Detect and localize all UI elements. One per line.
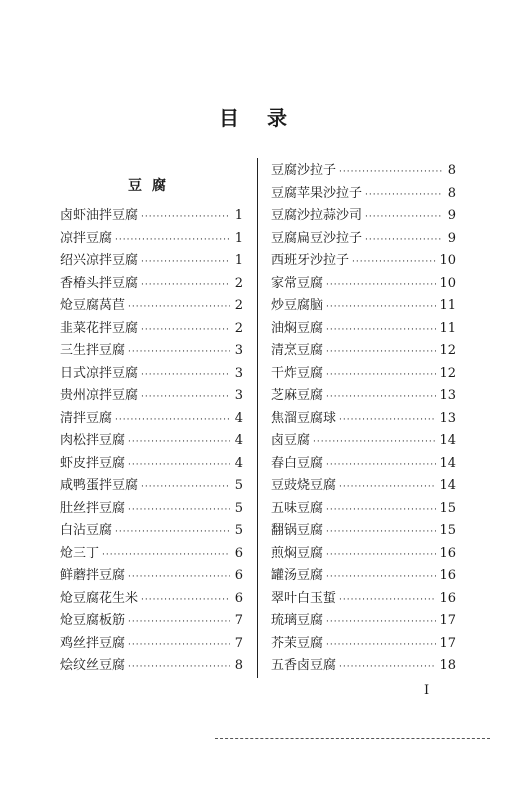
dot-leader — [365, 184, 443, 207]
toc-entry-page: 2 — [234, 275, 243, 291]
dot-leader — [326, 386, 436, 409]
toc-entry-title: 香椿头拌豆腐 — [60, 275, 139, 291]
toc-entry-title: 炒豆腐脑 — [271, 298, 324, 313]
toc-entry-title: 煎焖豆腐 — [271, 545, 324, 561]
toc-entry-page: 18 — [439, 658, 456, 673]
dot-leader — [141, 319, 230, 342]
dot-leader — [326, 499, 436, 522]
section-heading: 豆腐 — [128, 178, 176, 194]
toc-column-left — [60, 205, 243, 678]
toc-entry — [271, 520, 456, 543]
toc-entry-title: 三生拌豆腐 — [60, 343, 126, 358]
dot-leader — [326, 364, 436, 387]
toc-entry-page: 1 — [234, 208, 243, 223]
dot-leader — [115, 229, 230, 252]
dot-leader — [326, 611, 436, 634]
toc-entry-title: 翻锅豆腐 — [271, 523, 324, 538]
toc-entry-page: 5 — [234, 523, 243, 538]
toc-entry — [271, 655, 456, 678]
toc-entry-title: 焦溜豆腐球 — [271, 410, 337, 426]
toc-entry-page: 11 — [439, 298, 456, 313]
toc-entry-title: 豆腐沙拉蒜沙司 — [271, 208, 363, 223]
toc-entry-title: 春白豆腐 — [271, 455, 324, 471]
toc-entry-title: 琉璃豆腐 — [271, 613, 324, 628]
toc-entry-page: 14 — [439, 455, 456, 471]
toc-entry — [60, 273, 243, 296]
dot-leader — [128, 341, 230, 364]
toc-entry — [271, 543, 456, 566]
toc-entry-page: 5 — [234, 478, 243, 493]
toc-entry-page: 14 — [439, 433, 456, 448]
toc-entry-page: 4 — [234, 410, 243, 426]
toc-entry-page: 2 — [234, 298, 243, 313]
toc-entry — [271, 475, 456, 498]
dot-leader — [141, 274, 230, 297]
toc-entry-page: 6 — [234, 568, 243, 583]
dot-leader — [128, 656, 230, 679]
toc-entry-page: 13 — [439, 388, 456, 403]
column-divider — [257, 158, 258, 678]
toc-entry — [60, 475, 243, 498]
toc-entry-page: 15 — [439, 500, 456, 516]
dot-leader — [141, 386, 230, 409]
toc-entry-title: 干炸豆腐 — [271, 365, 324, 381]
page-number: I — [424, 683, 430, 698]
dot-leader — [326, 454, 436, 477]
toc-entry-title: 西班牙沙拉子 — [271, 253, 350, 268]
toc-entry-title: 炝豆腐花生米 — [60, 590, 139, 606]
toc-entry — [271, 273, 456, 296]
toc-entry — [271, 498, 456, 521]
toc-entry — [60, 588, 243, 611]
toc-entry — [271, 160, 456, 183]
dot-leader — [339, 589, 436, 612]
toc-entry-page: 6 — [234, 545, 243, 561]
toc-entry-title: 豆腐扁豆沙拉子 — [271, 230, 363, 246]
toc-entry — [271, 318, 456, 341]
toc-entry — [271, 340, 456, 363]
dot-leader — [313, 431, 436, 454]
toc-entry-page: 7 — [234, 613, 243, 628]
toc-entry-page: 3 — [234, 365, 243, 381]
dot-leader — [326, 341, 436, 364]
dot-leader — [102, 544, 230, 567]
toc-entry — [60, 565, 243, 588]
toc-entry-title: 炝三丁 — [60, 545, 100, 561]
toc-entry — [271, 250, 456, 273]
toc-entry-page: 17 — [439, 635, 456, 651]
toc-entry-title: 翠叶白玉蜇 — [271, 590, 337, 606]
dot-leader — [128, 296, 230, 319]
toc-entry-title: 家常豆腐 — [271, 275, 324, 291]
toc-entry-title: 日式凉拌豆腐 — [60, 365, 139, 381]
toc-entry-title: 咸鸭蛋拌豆腐 — [60, 478, 139, 493]
toc-entry — [60, 363, 243, 386]
toc-entry — [271, 633, 456, 656]
toc-entry — [60, 385, 243, 408]
toc-entry-title: 肉松拌豆腐 — [60, 433, 126, 448]
toc-entry-title: 炝豆腐莴苣 — [60, 298, 126, 313]
toc-entry-title: 豆腐沙拉子 — [271, 163, 337, 178]
toc-entry — [60, 453, 243, 476]
toc-entry-page: 9 — [447, 230, 456, 246]
toc-entry-title: 贵州凉拌豆腐 — [60, 388, 139, 403]
dot-leader — [339, 656, 436, 679]
toc-entry-page: 9 — [447, 208, 456, 223]
dot-leader — [141, 589, 230, 612]
toc-entry-title: 鸡丝拌豆腐 — [60, 635, 126, 651]
toc-entry-page: 6 — [234, 590, 243, 606]
toc-entry — [271, 408, 456, 431]
dot-leader — [128, 634, 230, 657]
dot-leader — [128, 431, 230, 454]
toc-entry — [60, 633, 243, 656]
toc-entry-title: 豆豉烧豆腐 — [271, 478, 337, 493]
toc-entry-title: 韭菜花拌豆腐 — [60, 320, 139, 336]
toc-entry-title: 清烹豆腐 — [271, 343, 324, 358]
toc-entry-page: 16 — [439, 568, 456, 583]
toc-entry — [60, 295, 243, 318]
dot-leader — [128, 566, 230, 589]
toc-entry — [60, 408, 243, 431]
toc-entry-page: 16 — [439, 545, 456, 561]
toc-entry-page: 3 — [234, 343, 243, 358]
toc-entry — [60, 610, 243, 633]
toc-entry-page: 1 — [234, 253, 243, 268]
dot-leader — [326, 319, 436, 342]
toc-column-right — [271, 160, 456, 678]
dot-leader — [326, 521, 436, 544]
toc-entry-title: 五香卤豆腐 — [271, 658, 337, 673]
toc-entry — [60, 543, 243, 566]
toc-entry-page: 8 — [234, 658, 243, 673]
toc-entry-title: 豆腐苹果沙拉子 — [271, 185, 363, 201]
bottom-rule — [215, 738, 490, 740]
toc-entry — [60, 430, 243, 453]
dot-leader — [339, 476, 436, 499]
toc-entry-page: 16 — [439, 590, 456, 606]
dot-leader — [141, 476, 230, 499]
toc-entry — [271, 588, 456, 611]
toc-entry-title: 五味豆腐 — [271, 500, 324, 516]
toc-entry-page: 12 — [439, 365, 456, 381]
toc-entry — [271, 385, 456, 408]
dot-leader — [128, 499, 230, 522]
toc-entry-page: 1 — [234, 230, 243, 246]
toc-entry-page: 10 — [439, 275, 456, 291]
toc-entry — [271, 453, 456, 476]
toc-entry-title: 烩纹丝豆腐 — [60, 658, 126, 673]
toc-entry-title: 卤豆腐 — [271, 433, 311, 448]
toc-entry — [60, 250, 243, 273]
dot-leader — [326, 544, 436, 567]
toc-entry — [271, 430, 456, 453]
toc-entry — [271, 363, 456, 386]
toc-entry — [60, 655, 243, 678]
dot-leader — [141, 364, 230, 387]
dot-leader — [141, 251, 230, 274]
toc-entry — [60, 340, 243, 363]
toc-entry — [271, 205, 456, 228]
toc-entry-page: 8 — [447, 163, 456, 178]
toc-entry-title: 凉拌豆腐 — [60, 230, 113, 246]
toc-entry-page: 4 — [234, 433, 243, 448]
toc-entry-title: 油焖豆腐 — [271, 320, 324, 336]
toc-entry-page: 7 — [234, 635, 243, 651]
dot-leader — [115, 521, 230, 544]
toc-entry-page: 13 — [439, 410, 456, 426]
toc-entry-page: 14 — [439, 478, 456, 493]
dot-leader — [339, 161, 443, 184]
dot-leader — [326, 296, 436, 319]
toc-entry — [60, 498, 243, 521]
toc-entry-title: 肚丝拌豆腐 — [60, 500, 126, 516]
dot-leader — [326, 566, 436, 589]
dot-leader — [141, 206, 230, 229]
dot-leader — [115, 409, 230, 432]
toc-entry — [60, 318, 243, 341]
toc-entry-page: 11 — [439, 320, 456, 336]
page-title: 目录 — [219, 106, 315, 130]
toc-entry-page: 12 — [439, 343, 456, 358]
toc-entry-page: 4 — [234, 455, 243, 471]
toc-entry — [60, 205, 243, 228]
toc-entry-page: 15 — [439, 523, 456, 538]
dot-leader — [365, 229, 443, 252]
dot-leader — [365, 206, 443, 229]
toc-entry-page: 17 — [439, 613, 456, 628]
toc-entry-page: 3 — [234, 388, 243, 403]
toc-entry-page: 10 — [439, 253, 456, 268]
toc-entry-title: 虾皮拌豆腐 — [60, 455, 126, 471]
dot-leader — [339, 409, 436, 432]
toc-entry-title: 炝豆腐板筋 — [60, 613, 126, 628]
toc-entry — [60, 520, 243, 543]
toc-entry-page: 2 — [234, 320, 243, 336]
toc-entry — [271, 295, 456, 318]
toc-entry-title: 鲜蘑拌豆腐 — [60, 568, 126, 583]
toc-entry — [60, 228, 243, 251]
toc-entry — [271, 610, 456, 633]
toc-entry — [271, 228, 456, 251]
toc-entry-title: 绍兴凉拌豆腐 — [60, 253, 139, 268]
toc-entry-title: 白沾豆腐 — [60, 523, 113, 538]
dot-leader — [352, 251, 436, 274]
toc-entry-title: 卤虾油拌豆腐 — [60, 208, 139, 223]
toc-entry-title: 芝麻豆腐 — [271, 388, 324, 403]
toc-entry-title: 罐汤豆腐 — [271, 568, 324, 583]
dot-leader — [128, 611, 230, 634]
toc-entry — [271, 565, 456, 588]
toc-entry-page: 5 — [234, 500, 243, 516]
toc-entry-title: 清拌豆腐 — [60, 410, 113, 426]
toc-entry-page: 8 — [447, 185, 456, 201]
dot-leader — [326, 274, 436, 297]
toc-entry-title: 芥茉豆腐 — [271, 635, 324, 651]
toc-entry — [271, 183, 456, 206]
dot-leader — [128, 454, 230, 477]
dot-leader — [326, 634, 436, 657]
